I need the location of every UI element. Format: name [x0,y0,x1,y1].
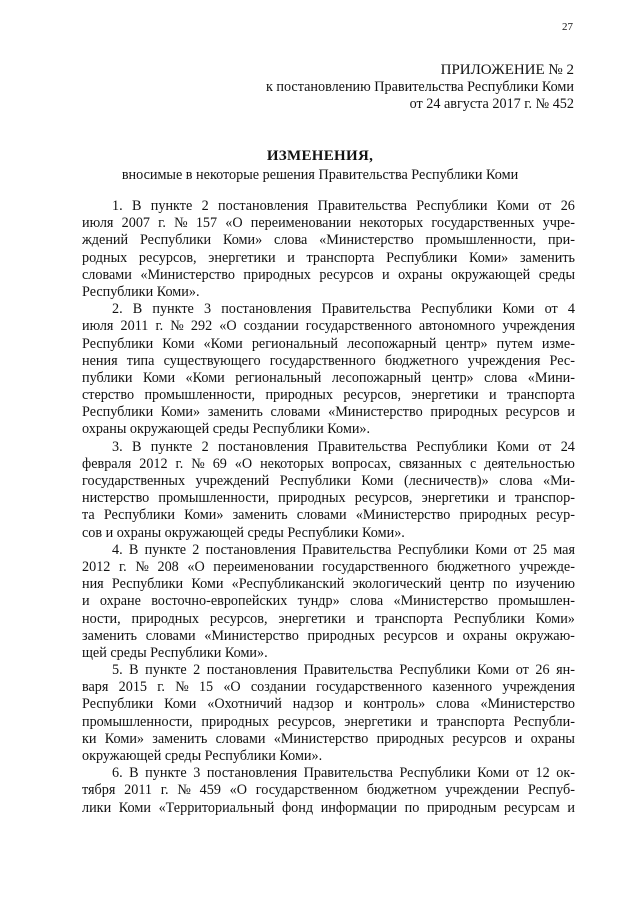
text-line: заменить словами «Министерство природных ресурсов и охраны окружаю- [82,627,575,644]
document-body [82,198,575,817]
text-line: сов и охраны окружающей среды Республики Коми». [82,524,405,541]
text-line: ждений Республики Коми» слова «Министерство промышленности, при- [82,232,575,249]
appendix-line-1: к постановлению Правительства Республики Коми [265,79,574,95]
text-line: ния Республики Коми «Республиканский экологический центр по изучению [82,576,575,593]
text-line: Республики Коми «Коми региональный лесопожарный центр» путем изме- [82,335,575,352]
document-subtitle: вносимые в некоторые решения Правительства Республики Коми [121,167,519,183]
document-heading [0,147,640,184]
text-line: Республики Коми». [82,283,200,300]
text-line: ки Коми» заменить словами «Министерство природных ресурсов и охраны [82,730,575,747]
text-line: тября 2011 г. № 459 «О государственном бюджетном учреждении Респуб- [82,782,575,799]
text-line: охраны окружающей среды Республики Коми». [82,421,371,438]
text-line: щей среды Республики Коми». [82,644,268,661]
text-line: нистерство промышленности, природных ресурсов, энергетики и транспор- [82,490,575,507]
text-line: 6. В пункте 3 постановления Правительства Республики Коми от 12 ок- [112,765,575,782]
text-line: словами «Министерство природных ресурсов и охраны окружающей среды [82,266,575,283]
text-line: 3. В пункте 2 постановления Правительства Республики Коми от 24 [112,438,575,455]
page-number: 27 [562,21,573,33]
text-line: стерство промышленности, природных ресурсов, энергетики и транспорта [82,387,575,404]
paragraph-4 [82,542,575,662]
text-line: родных ресурсов, энергетики и транспорта Республики Коми» заменить [82,249,575,266]
text-line: промышленности, природных ресурсов, энергетики и транспорта Республи- [82,713,575,730]
text-line: 1. В пункте 2 постановления Правительства Республики Коми от 26 [112,198,575,214]
text-line: варя 2015 г. № 15 «О создании государственного казенного учреждения [82,679,575,696]
text-line: лики Коми «Территориальный фонд информации по природным ресурсам и [82,799,575,816]
text-line: та Республики Коми» заменить словами «Министерство природных ресур- [82,507,575,524]
paragraph-6 [82,765,575,817]
text-line: 2. В пункте 3 постановления Правительства Республики Коми от 4 [112,301,575,318]
appendix-title: ПРИЛОЖЕНИЕ № 2 [440,62,574,78]
text-line: июля 2007 г. № 157 «О переименовании некоторых государственных учре- [82,215,575,232]
paragraph-2 [82,301,575,439]
paragraph-1 [82,198,575,301]
appendix-line-2: от 24 августа 2017 г. № 452 [409,96,574,112]
paragraph-5 [82,662,575,765]
text-line: и охране восточно-европейских тундр» слова «Министерство промышлен- [82,593,575,610]
document-title: ИЗМЕНЕНИЯ, [266,148,374,164]
text-line: 2012 г. № 208 «О переименовании государственного бюджетного учрежде- [82,558,575,575]
text-line: Республики Коми «Охотничий надзор и контроль» слова «Министерство [82,696,575,713]
text-line: июля 2011 г. № 292 «О создании государственного автономного учреждения [82,318,575,335]
text-line: 5. В пункте 2 постановления Правительства Республики Коми от 26 ян- [112,662,575,679]
text-line: февраля 2012 г. № 69 «О некоторых вопросах, связанных с деятельностью [82,455,575,472]
text-line: окружающей среды Республики Коми». [82,748,323,764]
appendix-header [266,62,574,113]
text-line: публики Коми «Коми региональный лесопожарный центр» слова «Мини- [82,369,575,386]
text-line: нения типа существующего государственного бюджетного учреждения Рес- [82,352,575,369]
text-line: ности, природных ресурсов, энергетики и транспорта Республики Коми» [82,610,575,627]
text-line: 4. В пункте 2 постановления Правительства Республики Коми от 25 мая [112,541,575,558]
text-line: государственных учреждений Республики Коми (лесничеств)» слова «Ми- [82,473,575,489]
text-line: Республики Коми» заменить словами «Министерство природных ресурсов и [82,404,575,421]
paragraph-3 [82,439,575,542]
